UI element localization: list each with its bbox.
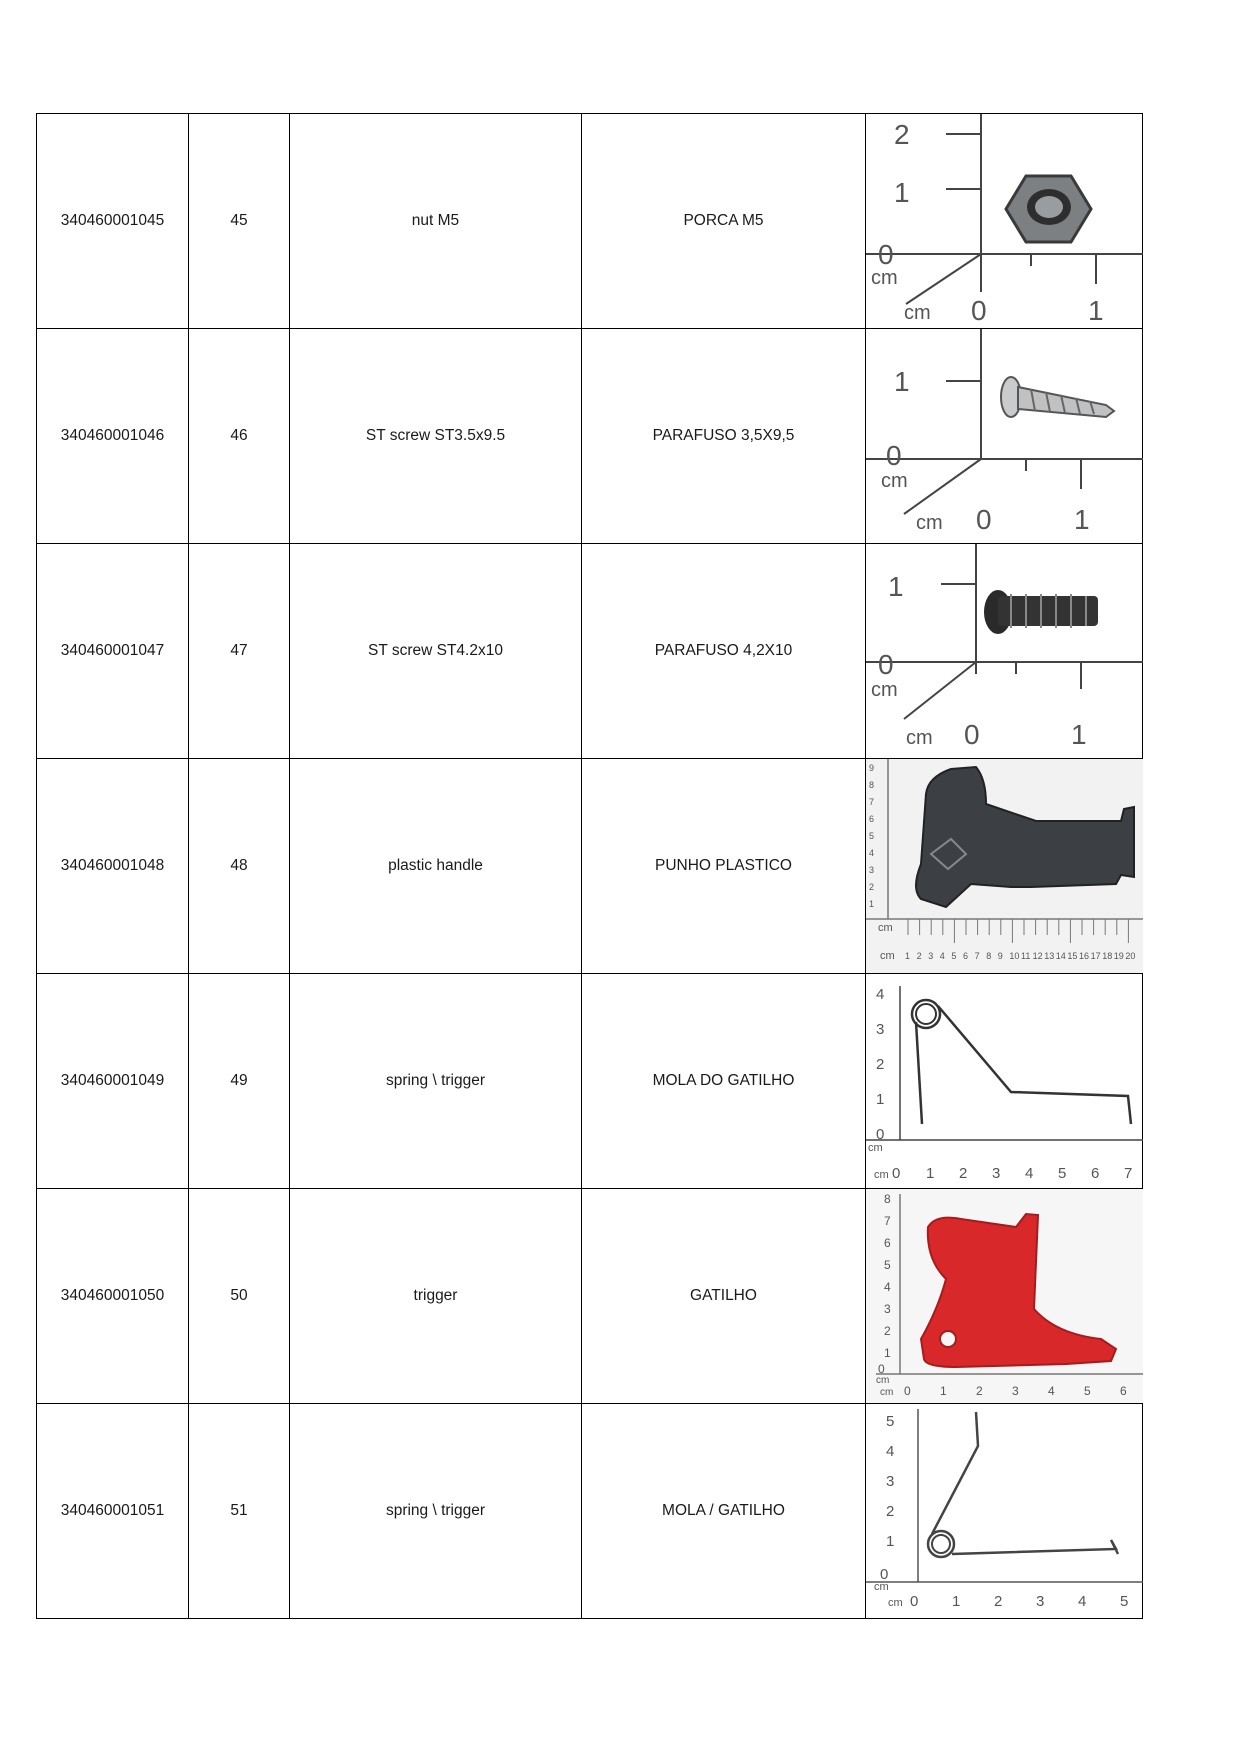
scale-unit: cm bbox=[874, 1169, 889, 1181]
scale-tick: 3 bbox=[1012, 1384, 1019, 1398]
scale-unit: cm bbox=[876, 1375, 890, 1386]
scale-tick: 2 bbox=[894, 119, 910, 150]
part-code: 340460001050 bbox=[37, 1189, 189, 1404]
scale-tick: 12 bbox=[1032, 951, 1043, 961]
scale-unit: cm bbox=[906, 727, 933, 749]
scale-tick: 1 bbox=[940, 1384, 947, 1398]
scale-tick: 4 bbox=[886, 1443, 895, 1460]
scale-tick: 1 bbox=[869, 899, 875, 909]
scale-tick: 3 bbox=[1036, 1593, 1045, 1610]
scale-tick: 19 bbox=[1113, 951, 1124, 961]
scale-tick: 2 bbox=[994, 1593, 1003, 1610]
scale-tick: 4 bbox=[1025, 1165, 1034, 1182]
part-photo bbox=[866, 114, 1143, 329]
scale-tick: 2 bbox=[884, 1324, 891, 1338]
part-code: 340460001049 bbox=[37, 974, 189, 1189]
item-number: 51 bbox=[189, 1404, 290, 1619]
scale-tick: 0 bbox=[964, 719, 980, 750]
scale-tick: 7 bbox=[1124, 1165, 1133, 1182]
table-row bbox=[37, 759, 1143, 974]
scale-tick: 18 bbox=[1102, 951, 1113, 961]
scale-tick: 5 bbox=[886, 1413, 895, 1430]
item-number: 46 bbox=[189, 329, 290, 544]
scale-tick: 3 bbox=[876, 1021, 885, 1038]
part-photo bbox=[866, 1189, 1143, 1404]
scale-tick: 0 bbox=[876, 1126, 885, 1143]
part-name-pt: PARAFUSO 4,2X10 bbox=[582, 544, 866, 759]
item-number: 48 bbox=[189, 759, 290, 974]
scale-tick: 1 bbox=[894, 177, 910, 208]
scale-tick: 0 bbox=[892, 1165, 901, 1182]
part-code: 340460001045 bbox=[37, 114, 189, 329]
part-photo bbox=[866, 759, 1143, 974]
scale-tick: 2 bbox=[869, 882, 875, 892]
scale-tick: 1 bbox=[1088, 295, 1104, 326]
scale-tick: 2 bbox=[876, 1056, 885, 1073]
scale-tick: 2 bbox=[916, 951, 922, 961]
scale-tick: 3 bbox=[884, 1302, 891, 1316]
scale-tick: 3 bbox=[886, 1473, 895, 1490]
item-number: 45 bbox=[189, 114, 290, 329]
parts-table bbox=[36, 113, 1143, 1619]
scale-tick: 1 bbox=[905, 951, 911, 961]
scale-tick: 1 bbox=[1074, 504, 1090, 535]
part-code: 340460001051 bbox=[37, 1404, 189, 1619]
scale-tick: 5 bbox=[1058, 1165, 1067, 1182]
scale-tick: 0 bbox=[904, 1384, 911, 1398]
scale-tick: 0 bbox=[910, 1593, 919, 1610]
scale-unit: cm bbox=[871, 267, 898, 289]
scale-tick: 0 bbox=[976, 504, 992, 535]
part-name-en: ST screw ST3.5x9.5 bbox=[290, 329, 582, 544]
scale-unit: cm bbox=[881, 470, 908, 492]
plastic-handle-icon bbox=[866, 759, 1143, 973]
part-name-en: trigger bbox=[290, 1189, 582, 1404]
part-name-pt: PUNHO PLASTICO bbox=[582, 759, 866, 974]
scale-tick: 17 bbox=[1090, 951, 1101, 961]
scale-tick: 4 bbox=[1048, 1384, 1055, 1398]
scale-tick: 11 bbox=[1021, 951, 1031, 961]
scale-tick: 3 bbox=[869, 865, 875, 875]
scale-tick: 0 bbox=[886, 440, 902, 471]
torsion-spring-icon bbox=[866, 974, 1143, 1188]
table-row bbox=[37, 544, 1143, 759]
part-name-pt: MOLA / GATILHO bbox=[582, 1404, 866, 1619]
scale-tick: 8 bbox=[869, 780, 875, 790]
scale-tick: 1 bbox=[876, 1091, 885, 1108]
scale-tick: 1 bbox=[926, 1165, 935, 1182]
red-trigger-icon bbox=[866, 1189, 1143, 1403]
scale-tick: 0 bbox=[971, 295, 987, 326]
scale-tick: 4 bbox=[939, 951, 945, 961]
scale-tick: 5 bbox=[869, 831, 875, 841]
trigger-spring-icon bbox=[866, 1404, 1143, 1618]
scale-tick: 6 bbox=[963, 951, 969, 961]
scale-tick: 1 bbox=[888, 571, 904, 602]
table-row bbox=[37, 329, 1143, 544]
scale-unit: cm bbox=[868, 1142, 883, 1154]
scale-tick: 0 bbox=[878, 1362, 885, 1376]
hex-nut-icon bbox=[866, 114, 1143, 328]
scale-tick: 5 bbox=[951, 951, 957, 961]
scale-tick: 1 bbox=[886, 1533, 895, 1550]
item-number: 47 bbox=[189, 544, 290, 759]
table-row bbox=[37, 114, 1143, 329]
item-number: 49 bbox=[189, 974, 290, 1189]
part-name-pt: GATILHO bbox=[582, 1189, 866, 1404]
scale-unit: cm bbox=[880, 950, 895, 962]
scale-tick: 4 bbox=[869, 848, 875, 858]
part-name-pt: PARAFUSO 3,5X9,5 bbox=[582, 329, 866, 544]
scale-tick: 4 bbox=[884, 1280, 891, 1294]
part-name-en: nut M5 bbox=[290, 114, 582, 329]
scale-tick: 7 bbox=[974, 951, 980, 961]
scale-tick: 6 bbox=[869, 814, 875, 824]
scale-unit: cm bbox=[878, 922, 893, 934]
scale-tick: 6 bbox=[884, 1236, 891, 1250]
scale-tick: 13 bbox=[1044, 951, 1055, 961]
scale-tick: 15 bbox=[1067, 951, 1078, 961]
scale-tick: 1 bbox=[952, 1593, 961, 1610]
scale-tick: 16 bbox=[1079, 951, 1090, 961]
scale-tick: 1 bbox=[894, 366, 910, 397]
silver-screw-icon bbox=[866, 329, 1143, 543]
part-name-en: plastic handle bbox=[290, 759, 582, 974]
scale-tick: 6 bbox=[1120, 1384, 1127, 1398]
table-row bbox=[37, 1189, 1143, 1404]
scale-tick: 8 bbox=[986, 951, 992, 961]
part-name-en: spring \ trigger bbox=[290, 1404, 582, 1619]
scale-tick: 0 bbox=[880, 1566, 889, 1583]
scale-tick: 7 bbox=[884, 1214, 891, 1228]
black-screw-icon bbox=[866, 544, 1143, 758]
part-name-pt: MOLA DO GATILHO bbox=[582, 974, 866, 1189]
scale-unit: cm bbox=[871, 679, 898, 701]
scale-unit: cm bbox=[874, 1581, 889, 1593]
part-name-en: spring \ trigger bbox=[290, 974, 582, 1189]
part-photo bbox=[866, 544, 1143, 759]
scale-tick: 0 bbox=[878, 239, 894, 270]
scale-tick: 6 bbox=[1091, 1165, 1100, 1182]
scale-tick: 5 bbox=[1120, 1593, 1129, 1610]
scale-tick: 9 bbox=[997, 951, 1003, 961]
item-number: 50 bbox=[189, 1189, 290, 1404]
scale-tick: 2 bbox=[886, 1503, 895, 1520]
scale-tick: 3 bbox=[992, 1165, 1001, 1182]
scale-tick: 4 bbox=[1078, 1593, 1087, 1610]
scale-unit: cm bbox=[904, 302, 931, 324]
table-row bbox=[37, 974, 1143, 1189]
scale-tick: 20 bbox=[1125, 951, 1136, 961]
part-code: 340460001047 bbox=[37, 544, 189, 759]
part-code: 340460001048 bbox=[37, 759, 189, 974]
scale-tick: 14 bbox=[1055, 951, 1066, 961]
scale-tick: 7 bbox=[869, 797, 875, 807]
part-photo bbox=[866, 1404, 1143, 1619]
scale-unit: cm bbox=[880, 1387, 894, 1398]
scale-tick: 3 bbox=[928, 951, 934, 961]
scale-tick: 5 bbox=[884, 1258, 891, 1272]
part-photo bbox=[866, 329, 1143, 544]
scale-tick: 10 bbox=[1009, 951, 1020, 961]
part-code: 340460001046 bbox=[37, 329, 189, 544]
scale-tick: 5 bbox=[1084, 1384, 1091, 1398]
scale-tick: 2 bbox=[976, 1384, 983, 1398]
scale-unit: cm bbox=[916, 512, 943, 534]
scale-unit: cm bbox=[888, 1597, 903, 1609]
part-name-en: ST screw ST4.2x10 bbox=[290, 544, 582, 759]
part-photo bbox=[866, 974, 1143, 1189]
scale-tick: 0 bbox=[878, 649, 894, 680]
scale-tick: 8 bbox=[884, 1192, 891, 1206]
table-row bbox=[37, 1404, 1143, 1619]
scale-tick: 1 bbox=[884, 1346, 891, 1360]
scale-tick: 9 bbox=[869, 763, 875, 773]
part-name-pt: PORCA M5 bbox=[582, 114, 866, 329]
scale-tick: 4 bbox=[876, 986, 885, 1003]
scale-tick: 2 bbox=[959, 1165, 968, 1182]
scale-tick: 1 bbox=[1071, 719, 1087, 750]
